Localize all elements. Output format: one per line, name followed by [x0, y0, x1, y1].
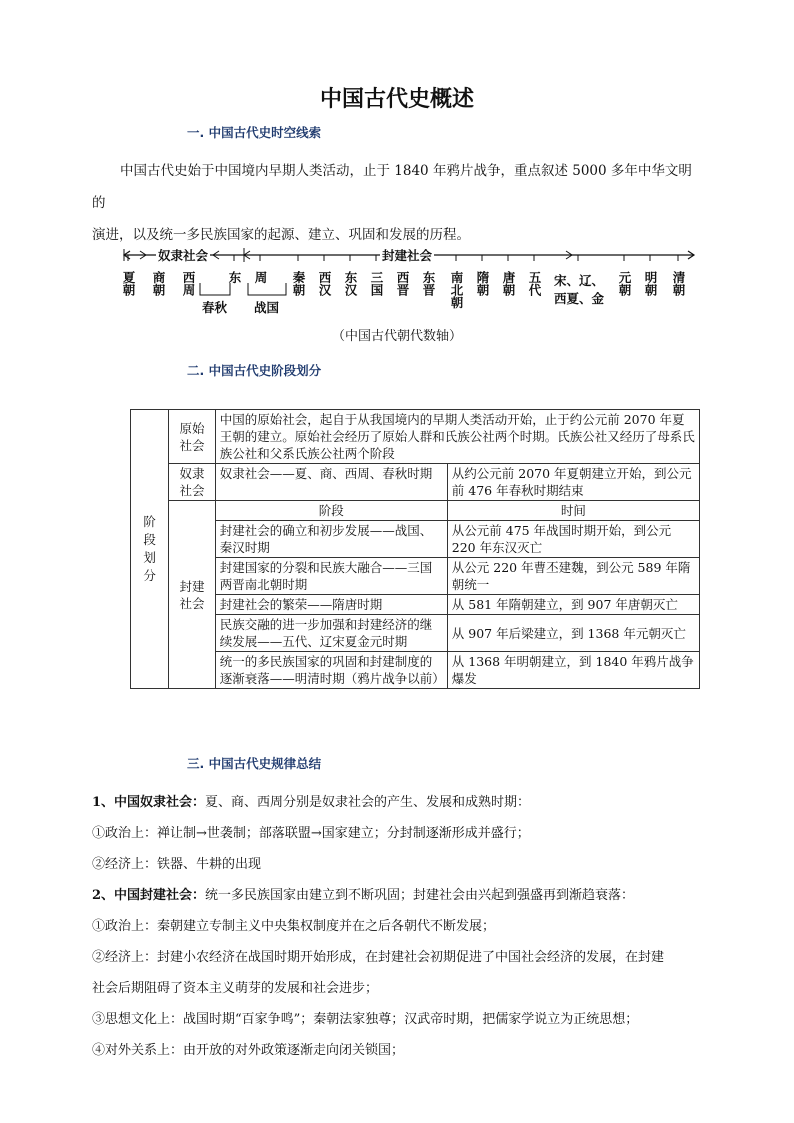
feudal-society-label: 封建社会 — [382, 248, 433, 263]
dynasty-shang: 商朝 — [151, 271, 166, 296]
section-heading-timeline: 一. 中国古代史时空线索 — [187, 125, 322, 140]
slave-rule-title: 1、中国奴隶社会： — [92, 795, 206, 810]
dynasty-sui: 隋朝 — [475, 271, 490, 296]
table-row — [131, 615, 700, 652]
dynasty-eastern-han: 东汉 — [343, 271, 358, 296]
dynasty-qing: 清朝 — [671, 271, 686, 296]
dynasty-song-liao: 宋、辽、 — [554, 273, 605, 288]
dynasty-tang: 唐朝 — [501, 271, 516, 296]
slave-desc: 奴隶社会——夏、商、西周、春秋时期 — [215, 464, 447, 501]
feudal-time-cell: 从 581 年隋朝建立，到 907 年唐朝灭亡 — [447, 595, 699, 615]
dynasty-three-kingdoms: 三国 — [369, 271, 384, 296]
slave-name: 奴隶社会 — [179, 466, 205, 498]
feudal-rule-politics: ①政治上：秦朝建立专制主义中央集权制度并在之后各朝代不断发展； — [92, 919, 496, 934]
table-row — [131, 558, 700, 595]
dynasty-southern-northern: 南北朝 — [449, 271, 464, 309]
feudal-name-cell — [169, 501, 215, 689]
slave-rule-heading — [92, 787, 707, 818]
feudal-rule-thought: ③思想文化上：战国时期“百家争鸣”；秦朝法家独尊；汉武帝时期，把儒家学说立为正统思想； — [92, 1012, 639, 1027]
feudal-time-cell: 从 907 年后梁建立，到 1368 年元朝灭亡 — [447, 615, 699, 652]
primitive-desc: 中国的原始社会，起自于从我国境内的早期人类活动开始，止于约公元前 2070 年夏王朝的建立。原始社会经历了原始人群和氏族公社两个时期。氏族公社又经历了母系氏族公社和父系氏族公社两个阶段 — [215, 410, 699, 464]
section-heading-periods: 二. 中国古代史阶段划分 — [187, 363, 322, 378]
feudal-rule-economy-1: ②经济上：封建小农经济在战国时期开始形成，在封建社会初期促进了中国社会经济的发展，在封建 — [92, 950, 665, 965]
group-label-cell — [131, 410, 169, 689]
section-heading-rules: 三. 中国古代史规律总结 — [187, 756, 322, 771]
timeline-caption: （中国古代朝代数轴） — [331, 329, 462, 344]
feudal-stage-cell: 民族交融的进一步加强和封建经济的继续发展——五代、辽宋夏金元时期 — [215, 615, 447, 652]
feudal-time-cell: 从公元前 475 年战国时期开始，到公元 220 年东汉灭亡 — [447, 521, 699, 558]
dynasty-western-zhou: 西周 — [181, 271, 196, 296]
periods-table — [130, 409, 700, 689]
dynasty-timeline — [118, 243, 698, 318]
dynasty-xia: 夏朝 — [121, 271, 136, 296]
feudal-stage-cell: 封建社会的确立和初步发展——战国、秦汉时期 — [215, 521, 447, 558]
feudal-rule-economy-2: 社会后期阻碍了资本主义萌芽的发展和社会进步； — [92, 981, 379, 996]
spring-autumn-label: 春秋 — [202, 300, 228, 315]
feudal-rule-summary: 统一多民族国家由建立到不断巩固；封建社会由兴起到强盛再到渐趋衰落： — [205, 888, 635, 903]
intro-line-1: 中国古代史始于中国境内早期人类活动，止于 1840 年鸦片战争，重点叙述 5000 多年中华文明的 — [92, 163, 692, 211]
dynasty-western-jin: 西晋 — [395, 271, 410, 296]
table-row — [131, 521, 700, 558]
intro-paragraph — [92, 155, 704, 251]
dynasty-zhou: 周 — [253, 271, 268, 284]
document-title: 中国古代史概述 — [319, 87, 474, 112]
slave-time: 从约公元前 2070 年夏朝建立开始，到公元前 476 年春秋时期结束 — [447, 464, 699, 501]
intro-line-2: 演进，以及统一多民族国家的起源、建立、巩固和发展的历程。 — [92, 227, 470, 243]
table-row — [131, 595, 700, 615]
dynasty-qin: 秦朝 — [291, 271, 306, 296]
dynasty-xixia-jin: 西夏、金 — [554, 291, 605, 306]
slave-name-cell — [169, 464, 215, 501]
warring-states-label: 战国 — [254, 300, 280, 315]
slave-society-label: 奴隶社会 — [158, 248, 209, 263]
feudal-time-cell: 从公元 220 年曹丕建魏，到公元 589 年隋朝统一 — [447, 558, 699, 595]
slave-rule-politics: ①政治上：禅让制→世袭制；部落联盟→国家建立；分封制逐渐形成并盛行； — [92, 826, 530, 841]
dynasty-western-han: 西汉 — [317, 271, 332, 296]
feudal-rule-foreign: ④对外关系上：由开放的对外政策逐渐走向闭关锁国； — [92, 1043, 405, 1058]
col-header-time: 时间 — [447, 501, 699, 521]
feudal-rule-heading — [92, 880, 707, 911]
feudal-rule-title: 2、中国封建社会： — [92, 888, 206, 903]
dynasty-five-dynasties: 五代 — [527, 271, 542, 296]
dynasty-eastern: 东 — [227, 271, 242, 284]
dynasty-ming: 明朝 — [643, 271, 658, 296]
primitive-name: 原始社会 — [179, 420, 205, 453]
feudal-time-cell: 从 1368 年明朝建立，到 1840 年鸦片战争爆发 — [447, 652, 699, 689]
dynasty-yuan: 元朝 — [617, 271, 632, 296]
primitive-name-cell — [169, 410, 215, 464]
col-header-stage: 阶段 — [215, 501, 447, 521]
feudal-stage-cell: 封建国家的分裂和民族大融合——三国两晋南北朝时期 — [215, 558, 447, 595]
feudal-stage-cell: 封建社会的繁荣——隋唐时期 — [215, 595, 447, 615]
group-label: 阶段划分 — [143, 514, 156, 583]
feudal-stage-cell: 统一的多民族国家的巩固和封建制度的逐渐衰落——明清时期（鸦片战争以前） — [215, 652, 447, 689]
dynasty-eastern-jin: 东晋 — [421, 271, 436, 296]
rules-summary — [92, 787, 707, 1066]
table-row — [131, 652, 700, 689]
slave-rule-economy: ②经济上：铁器、牛耕的出现 — [92, 857, 262, 872]
slave-rule-summary: 夏、商、西周分别是奴隶社会的产生、发展和成熟时期： — [205, 795, 531, 810]
feudal-name: 封建社会 — [179, 578, 205, 611]
